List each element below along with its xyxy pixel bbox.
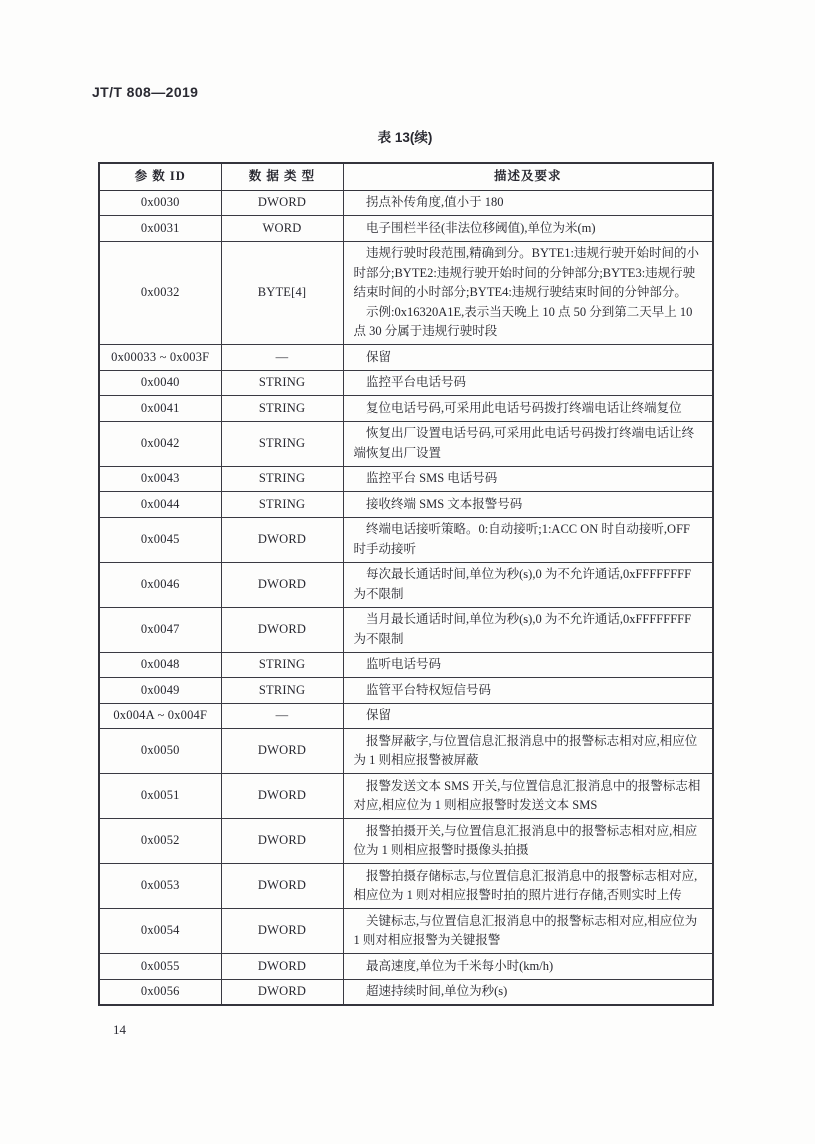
param-id-cell: 0x0054 xyxy=(99,909,221,954)
param-id-cell: 0x0042 xyxy=(99,421,221,466)
description-paragraph: 示例:0x16320A1E,表示当天晚上 10 点 50 分到第二天早上 10 点 30 分属于违规行驶时段 xyxy=(353,304,693,338)
param-id-cell: 0x0040 xyxy=(99,370,221,396)
data-type-cell: BYTE[4] xyxy=(221,241,343,345)
param-id-cell: 0x0049 xyxy=(99,678,221,704)
table-row xyxy=(99,216,713,242)
param-id-cell: 0x0044 xyxy=(99,492,221,518)
description-cell xyxy=(343,819,713,864)
description-cell xyxy=(343,909,713,954)
table-row xyxy=(99,703,713,729)
param-id-cell: 0x0030 xyxy=(99,190,221,216)
table-row xyxy=(99,729,713,774)
description-cell xyxy=(343,345,713,371)
param-id-cell: 0x0047 xyxy=(99,607,221,652)
table-row xyxy=(99,190,713,216)
description-cell xyxy=(343,466,713,492)
description-cell xyxy=(343,190,713,216)
param-table-body xyxy=(99,190,713,1005)
header-description: 描述及要求 xyxy=(343,163,713,190)
parameter-table xyxy=(98,162,714,1006)
param-id-cell: 0x0051 xyxy=(99,774,221,819)
description-cell xyxy=(343,979,713,1005)
description-cell xyxy=(343,864,713,909)
table-row xyxy=(99,774,713,819)
header-data-type: 数 据 类 型 xyxy=(221,163,343,190)
description-paragraph: 拐点补传角度,值小于 180 xyxy=(366,195,504,209)
description-paragraph: 接收终端 SMS 文本报警号码 xyxy=(366,496,523,511)
param-id-cell: 0x004A ~ 0x004F xyxy=(99,703,221,729)
data-type-cell: DWORD xyxy=(221,979,343,1005)
table-row xyxy=(99,979,713,1005)
table-row xyxy=(99,345,713,371)
description-cell xyxy=(343,607,713,652)
param-id-cell: 0x0050 xyxy=(99,729,221,774)
data-type-cell: DWORD xyxy=(221,729,343,774)
description-cell xyxy=(343,517,713,562)
table-row xyxy=(99,517,713,562)
data-type-cell: — xyxy=(221,345,343,371)
param-id-cell: 0x0041 xyxy=(99,396,221,422)
param-id-cell: 0x0031 xyxy=(99,216,221,242)
param-id-cell: 0x0055 xyxy=(99,954,221,980)
description-paragraph: 保留 xyxy=(366,708,392,722)
data-type-cell: STRING xyxy=(221,678,343,704)
description-cell xyxy=(343,396,713,422)
table-row xyxy=(99,370,713,396)
description-paragraph: 每次最长通话时间,单位为秒(s),0 为不允许通话,0xFFFFFFFF 为不限制 xyxy=(353,567,692,601)
data-type-cell: STRING xyxy=(221,370,343,396)
param-id-cell: 0x0052 xyxy=(99,819,221,864)
param-id-cell: 0x0045 xyxy=(99,517,221,562)
description-paragraph: 报警发送文本 SMS 开关,与位置信息汇报消息中的报警标志相对应,相应位为 1 则相应报警时发送文本 SMS xyxy=(353,778,701,812)
param-id-cell: 0x0046 xyxy=(99,562,221,607)
description-cell xyxy=(343,678,713,704)
data-type-cell: DWORD xyxy=(221,909,343,954)
param-id-cell: 0x0032 xyxy=(99,241,221,345)
standard-number: JT/T 808—2019 xyxy=(92,84,199,100)
description-cell xyxy=(343,703,713,729)
data-type-cell: DWORD xyxy=(221,954,343,980)
description-paragraph: 最高速度,单位为千米每小时(km/h) xyxy=(366,958,554,973)
table-title: 表 13(续) xyxy=(377,130,433,145)
description-paragraph: 终端电话接听策略。0:自动接听;1:ACC ON 时自动接听,OFF 时手动接听 xyxy=(353,522,690,556)
table-row xyxy=(99,562,713,607)
table-row xyxy=(99,954,713,980)
table-row xyxy=(99,492,713,518)
description-paragraph: 电子围栏半径(非法位移阈值),单位为米(m) xyxy=(366,220,596,235)
description-paragraph: 当月最长通话时间,单位为秒(s),0 为不允许通话,0xFFFFFFFF 为不限制 xyxy=(353,612,692,646)
param-id-cell: 0x0043 xyxy=(99,466,221,492)
data-type-cell: DWORD xyxy=(221,190,343,216)
description-cell xyxy=(343,241,713,345)
table-row xyxy=(99,421,713,466)
page-number: 14 xyxy=(113,1022,126,1037)
description-cell xyxy=(343,492,713,518)
description-cell xyxy=(343,562,713,607)
description-paragraph: 关键标志,与位置信息汇报消息中的报警标志相对应,相应位为 1 则对相应报警为关键报警 xyxy=(353,913,698,947)
table-row xyxy=(99,864,713,909)
table-row xyxy=(99,607,713,652)
data-type-cell: DWORD xyxy=(221,819,343,864)
description-cell xyxy=(343,216,713,242)
description-paragraph: 报警拍摄开关,与位置信息汇报消息中的报警标志相对应,相应位为 1 则相应报警时摄像头拍摄 xyxy=(353,823,698,857)
data-type-cell: — xyxy=(221,703,343,729)
param-id-cell: 0x0053 xyxy=(99,864,221,909)
table-row xyxy=(99,396,713,422)
description-cell xyxy=(343,370,713,396)
data-type-cell: DWORD xyxy=(221,607,343,652)
table-row xyxy=(99,652,713,678)
data-type-cell: STRING xyxy=(221,466,343,492)
description-cell xyxy=(343,954,713,980)
description-paragraph: 监听电话号码 xyxy=(366,657,442,671)
data-type-cell: DWORD xyxy=(221,774,343,819)
data-type-cell: STRING xyxy=(221,421,343,466)
data-type-cell: WORD xyxy=(221,216,343,242)
table-header-row xyxy=(99,163,713,190)
description-paragraph: 监控平台 SMS 电话号码 xyxy=(366,471,498,485)
data-type-cell: DWORD xyxy=(221,562,343,607)
data-type-cell: STRING xyxy=(221,652,343,678)
description-cell xyxy=(343,421,713,466)
table-row xyxy=(99,466,713,492)
param-id-cell: 0x0056 xyxy=(99,979,221,1005)
param-id-cell: 0x00033 ~ 0x003F xyxy=(99,345,221,371)
table-row xyxy=(99,678,713,704)
description-paragraph: 保留 xyxy=(366,349,392,364)
description-paragraph: 恢复出厂设置电话号码,可采用此电话号码拨打终端电话让终端恢复出厂设置 xyxy=(353,426,695,460)
param-id-cell: 0x0048 xyxy=(99,652,221,678)
table-row xyxy=(99,819,713,864)
description-paragraph: 复位电话号码,可采用此电话号码拨打终端电话让终端复位 xyxy=(366,400,682,415)
data-type-cell: STRING xyxy=(221,492,343,518)
description-paragraph: 超速持续时间,单位为秒(s) xyxy=(366,984,508,998)
data-type-cell: DWORD xyxy=(221,864,343,909)
description-paragraph: 违规行驶时段范围,精确到分。BYTE1:违规行驶开始时间的小时部分;BYTE2:违规行驶开始时间的分钟部分;BYTE3:违规行驶结束时间的小时部分;BYTE4:违规行驶结束时间的分钟部分。 xyxy=(353,246,699,299)
description-cell xyxy=(343,652,713,678)
header-param-id: 参 数 ID xyxy=(99,163,221,190)
description-paragraph: 监管平台特权短信号码 xyxy=(366,682,492,697)
table-row xyxy=(99,909,713,954)
description-paragraph: 报警拍摄存储标志,与位置信息汇报消息中的报警标志相对应,相应位为 1 则对相应报警时拍的照片进行存储,否则实时上传 xyxy=(353,868,698,902)
description-paragraph: 监控平台电话号码 xyxy=(366,375,467,389)
description-paragraph: 报警屏蔽字,与位置信息汇报消息中的报警标志相对应,相应位为 1 则相应报警被屏蔽 xyxy=(353,733,698,767)
data-type-cell: DWORD xyxy=(221,517,343,562)
description-cell xyxy=(343,729,713,774)
table-row xyxy=(99,241,713,345)
description-cell xyxy=(343,774,713,819)
data-type-cell: STRING xyxy=(221,396,343,422)
